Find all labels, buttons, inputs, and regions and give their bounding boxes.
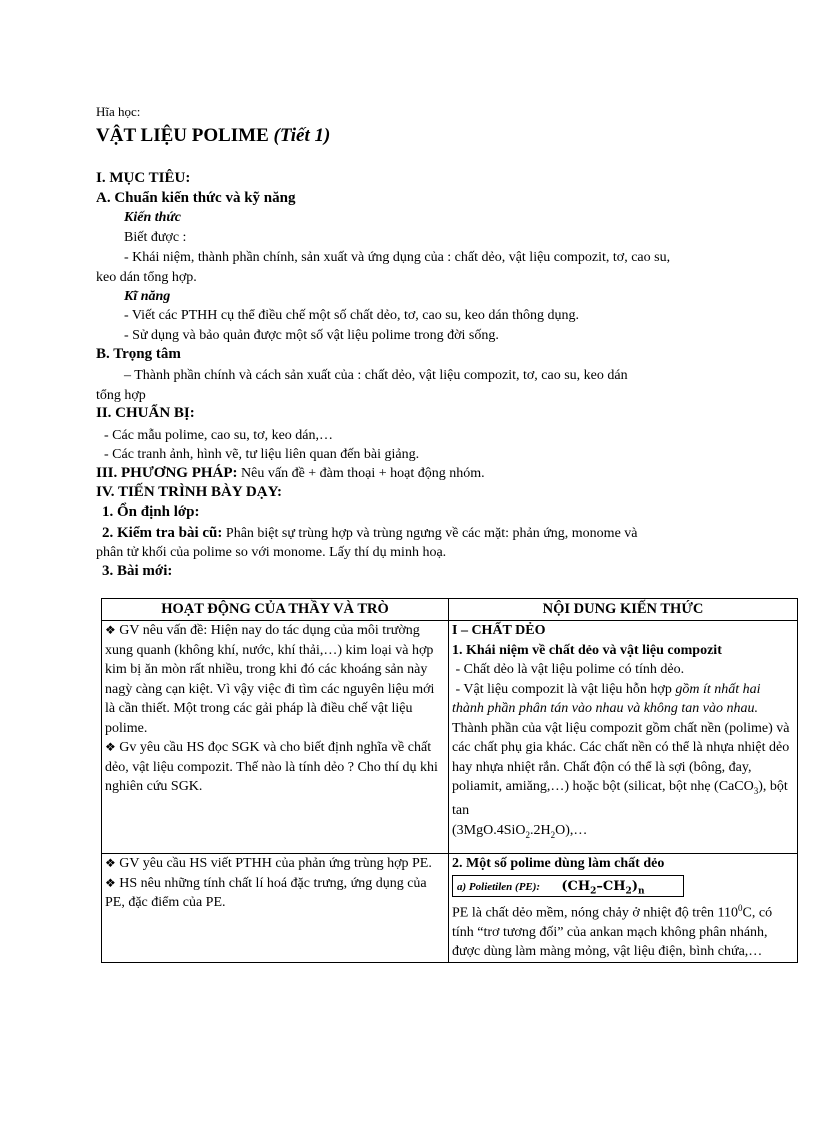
formula-label: a) Polietilen (PE): [457,880,541,893]
superscript: 0 [738,902,743,913]
content-heading: 2. Một số polime dùng làm chất dẻo [452,856,665,871]
kiem-tra-text: Phân biệt sự trùng hợp và trùng ngưng về các mặt: phản ứng, monome và [225,526,638,541]
content-text: .2H [530,822,551,838]
table-row [102,621,798,854]
subscript: 2 [525,829,531,840]
section-tien-trinh: IV. TIẾN TRÌNH BÀY DẠY: [96,484,283,500]
section-muc-tieu: I. MỤC TIÊU: [96,170,191,186]
kiem-tra-line-2: phân tử khối của polime so với monome. Lấy thí dụ minh hoạ. [96,545,447,560]
col-header-activity: HOẠT ĐỘNG CỦA THẦY VÀ TRÒ [102,599,449,621]
kiem-tra-line-1 [102,524,638,543]
on-dinh-lop: 1. Ổn định lớp: [102,504,200,520]
kien-thuc-line-1: - Khái niệm, thành phần chính, sản xuất và ứng dụng của : chất dẻo, vật liệu compozit, tơ, cao su, [124,250,671,265]
content-heading: I – CHẤT DẺO [452,623,546,638]
content-text: ), bột tan [452,779,788,819]
kien-thuc-line-2: keo dán tổng hợp. [96,270,197,285]
subscript: n [637,886,645,897]
content-text: - Vật liệu compozit là vật liệu hỗn hợp [455,681,672,697]
subscript: 2 [590,886,597,897]
table-row [102,854,798,963]
kien-thuc-label: Kiến thức [124,210,182,225]
activity-cell [102,621,449,854]
activity-cell [102,854,449,963]
diamond-bullet-icon: ❖ [105,623,116,637]
content-italic-text: gồm ít nhất hai thành phần phân tán vào nhau và không tan vào nhau. [452,681,761,716]
subscript: 3 [753,785,759,796]
activity-text: Gv yêu cầu HS đọc SGK và cho biết định nghĩa về chất dẻo, vật liệu compozit. Thế nào là tính dẻo ? Cho thí dụ khi nghiên cứu SGK. [105,740,438,794]
table-header-row [102,599,798,621]
trong-tam-line-2: tổng hợp [96,388,146,403]
content-text: PE là chất dẻo mềm, nóng chảy ở nhiệt độ trên 110 [452,905,739,921]
phuong-phap-text: Nêu vấn đề + đàm thoại + hoạt động nhóm. [241,466,485,481]
content-cell [449,854,798,963]
bai-moi: 3. Bài mới: [102,563,173,579]
chuan-bi-line-1: - Các mẫu polime, cao su, tơ, keo dán,… [104,428,334,443]
subject-label: Hĩa học: [96,104,141,119]
content-cell [449,621,798,854]
content-text: - Chất dẻo là vật liệu polime có tính dẻo. [455,662,685,677]
content-text: C, có tính “trơ tương đối” của ankan mạch không phân nhánh, được dùng làm màng mỏng, vật liệu điện, bình chứa,… [452,905,773,960]
kiem-tra-label: 2. Kiểm tra bài cũ: [102,525,223,541]
biet-duoc-text: Biết được : [124,230,187,245]
trong-tam-line-1: – Thành phần chính và cách sản xuất của : chất dẻo, vật liệu compozit, tơ, cao su, keo dán [124,368,628,383]
content-text: O),… [555,822,588,838]
title-suffix: (Tiết 1) [273,125,331,146]
content-text: Thành phần của vật liệu compozit gồm chất nền (polime) và các chất phụ gia khác. Các chất nền có thể là nhựa nhiệt dẻo hay nhựa nhiệt rắn. Chất độn có thể là sợi (bông, đay, poliamit, amiăng,…) hoặc bột (silicat, bột nhẹ (CaCO [452,720,790,794]
section-chuan-bi: II. CHUẨN BỊ: [96,405,195,421]
subscript: 2 [625,886,632,897]
formula-part: CH [567,878,591,894]
formula-structure: $(CH_2-CH_2)_n$ [561,878,645,897]
phuong-phap-label: III. PHƯƠNG PHÁP: [96,465,238,481]
subscript: 2 [550,829,556,840]
col-header-content: NỘI DUNG KIẾN THỨC [449,599,798,621]
ki-nang-label: Kĩ năng [124,289,171,304]
formula-part: –CH [596,878,626,894]
content-text: (3MgO.4SiO [452,822,526,838]
ki-nang-line-1: - Viết các PTHH cụ thể điều chế một số chất dẻo, tơ, cao su, keo dán thông dụng. [124,308,579,323]
content-subheading: 1. Khái niệm về chất dẻo và vật liệu compozit [452,642,722,658]
section-phuong-phap [96,464,485,483]
diamond-bullet-icon: ❖ [105,740,116,754]
diamond-bullet-icon: ❖ [105,875,116,890]
ki-nang-line-2: - Sử dụng và bảo quản được một số vật liệu polime trong đời sống. [124,328,499,343]
section-trong-tam: B. Trọng tâm [96,346,181,362]
chuan-bi-line-2: - Các tranh ảnh, hình vẽ, tư liệu liên quan đến bài giảng. [104,447,420,462]
activity-text: GV nêu vấn đề: Hiện nay do tác dụng của môi trường xung quanh (không khí, nước, khí thải,…) kim loại và hợp kim bị ăn mòn rất nhiều, trong khi đó các khoáng sản này nagỳ càng cạn kiệt. Vì vậy việc đi tìm các nguyên liệu mới là cần thiết. Một trong các gải pháp là điều chế vật liệu polime. [105,623,435,736]
lesson-table [101,598,798,963]
diamond-bullet-icon: ❖ [105,856,116,870]
section-chuan-kien-thuc: A. Chuẩn kiến thức và kỹ năng [96,190,296,206]
activity-text: GV yêu cầu HS viết PTHH của phản ứng trùng hợp PE. [119,856,432,871]
activity-text: HS nêu những tính chất lí hoá đặc trưng, ứng dụng của PE, đặc điểm của PE. [105,875,427,910]
polyethylene-formula [452,875,684,897]
title-text: VẬT LIỆU POLIME [96,125,269,146]
page-title [96,125,330,147]
